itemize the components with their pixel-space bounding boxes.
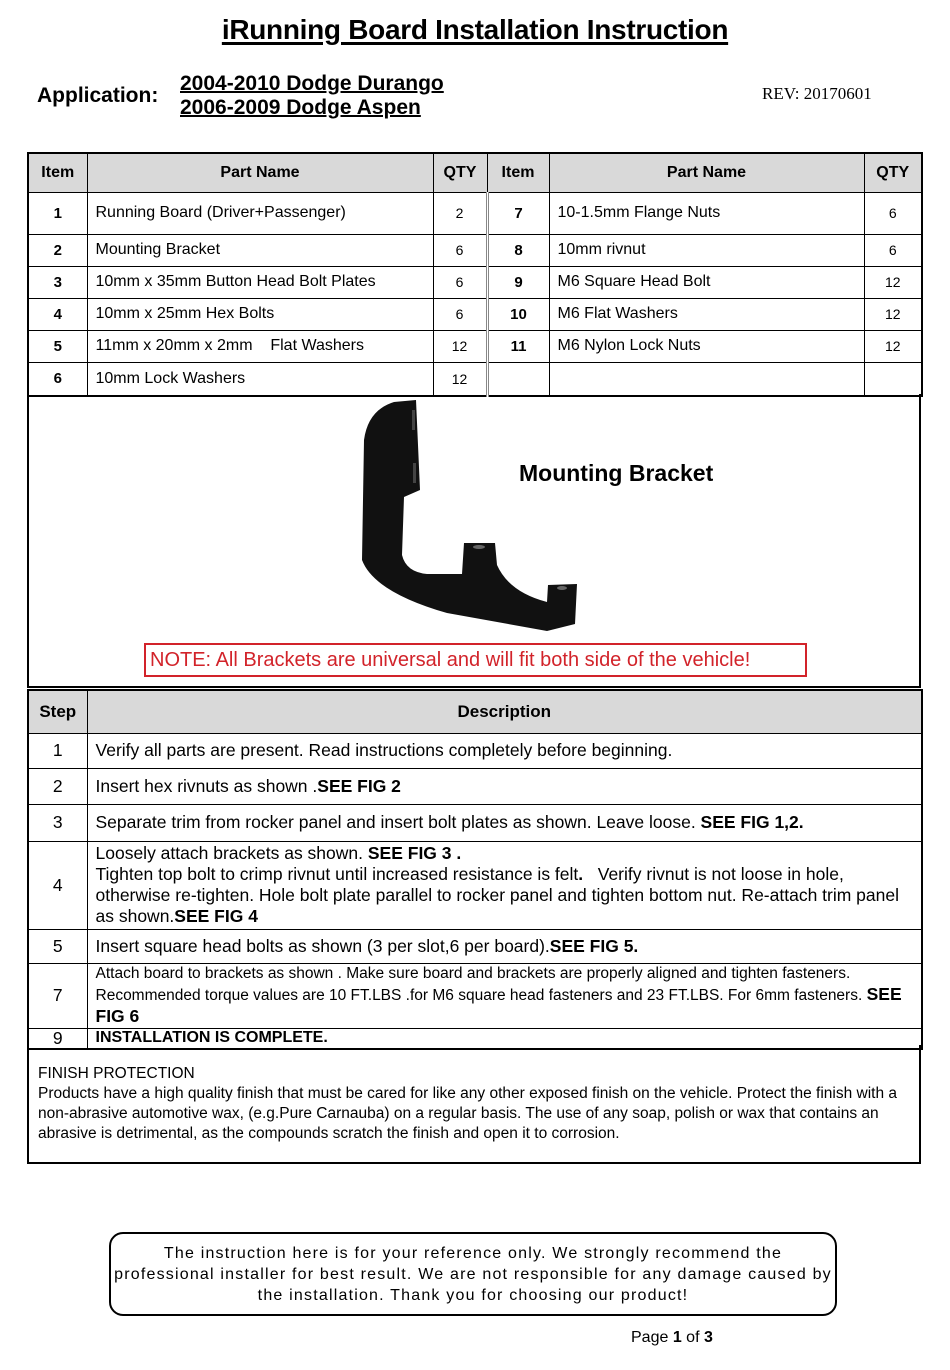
vehicle-2: 2006-2009 Dodge Aspen	[180, 96, 421, 119]
finish-protection	[27, 1045, 921, 1164]
parts-row	[28, 266, 922, 298]
part-qty: 12	[433, 362, 487, 396]
disclaimer-box: The instruction here is for your reference only. We strongly recommend the professional installer for best result. We are not responsible for any damage caused by the installation. Thank you for choosing our product!	[109, 1232, 837, 1316]
finish-text: Products have a high quality finish that must be cared for like any other exposed finish on the vehicle. Protect the finish with a non-abrasive automotive wax, (e.g.Pure Carnauba) on a regular basis. The use of any soap, polish or wax that contains an abrasive is detrimental, as the compounds scratch the finish and open it to corrosion.	[38, 1085, 898, 1142]
figure-reference: SEE FIG 5.	[549, 935, 639, 956]
part-item: 1	[28, 192, 87, 234]
figure-reference: SEE FIG 6	[95, 983, 902, 1026]
part-qty: 2	[433, 192, 487, 234]
step-text-period: .	[578, 864, 584, 884]
step-text: Verify rivnut is not loose in hole, otherwise re-tighten. Hole bolt plate parallel to rocker panel and tighten bottom nut. Re-attach trim panel as shown.	[95, 864, 904, 926]
figure-reference: SEE FIG 2	[317, 775, 401, 796]
page-total: 3	[703, 1329, 713, 1346]
step-number: 9	[28, 1028, 87, 1049]
part-name: 11mm x 20mm x 2mm Flat Washers	[87, 330, 433, 362]
part-name: Running Board (Driver+Passenger)	[87, 192, 433, 234]
part-qty: 12	[864, 330, 922, 362]
revision: REV: 20170601	[762, 84, 872, 103]
figure-reference: SEE FIG 3 .	[367, 843, 462, 863]
step-text: Separate trim from rocker panel and insert bolt plates as shown. Leave loose.	[95, 812, 701, 832]
part-name: 10mm x 25mm Hex Bolts	[87, 298, 433, 330]
title-text: iRunning Board Installation Instruction	[221, 14, 729, 45]
figure-reference: SEE FIG 1,2.	[700, 812, 804, 832]
step-row	[28, 841, 922, 929]
bracket-label: Mounting Bracket	[519, 460, 714, 486]
header-step: Step	[28, 690, 87, 733]
parts-table	[27, 152, 923, 397]
step-number: 4	[28, 841, 87, 929]
part-item: 9	[487, 266, 549, 298]
page-number	[631, 1329, 713, 1347]
steps-header-row	[28, 690, 922, 733]
part-item: 4	[28, 298, 87, 330]
part-item: 5	[28, 330, 87, 362]
header-qty: QTY	[433, 153, 487, 192]
part-qty: 12	[864, 298, 922, 330]
part-item: 11	[487, 330, 549, 362]
vehicle-1: 2004-2010 Dodge Durango	[180, 72, 444, 95]
step-number: 5	[28, 929, 87, 963]
part-qty: 6	[864, 234, 922, 266]
part-name: M6 Square Head Bolt	[549, 266, 864, 298]
step-number: 2	[28, 768, 87, 804]
part-name	[549, 362, 864, 396]
part-item: 10	[487, 298, 549, 330]
part-item: 3	[28, 266, 87, 298]
step-row	[28, 768, 922, 804]
step-text: Insert hex rivnuts as shown .	[95, 775, 318, 796]
part-item: 2	[28, 234, 87, 266]
header-item: Item	[28, 153, 87, 192]
part-name: Mounting Bracket	[87, 234, 433, 266]
step-number: 3	[28, 804, 87, 841]
page-current: 1	[672, 1329, 682, 1346]
part-name: 10-1.5mm Flange Nuts	[549, 192, 864, 234]
part-qty: 12	[864, 266, 922, 298]
part-name: 10mm Lock Washers	[87, 362, 433, 396]
header-description: Description	[87, 690, 922, 733]
header-qty: QTY	[864, 153, 922, 192]
finish-heading: FINISH PROTECTION	[38, 1065, 195, 1082]
part-name: M6 Flat Washers	[549, 298, 864, 330]
header-item: Item	[487, 153, 549, 192]
step-text: INSTALLATION IS COMPLETE.	[95, 1029, 328, 1047]
part-item: 8	[487, 234, 549, 266]
page-title	[0, 14, 950, 46]
part-name: 10mm x 35mm Button Head Bolt Plates	[87, 266, 433, 298]
parts-row	[28, 298, 922, 330]
step-text: Verify all parts are present. Read instructions completely before beginning.	[95, 740, 673, 760]
part-qty	[864, 362, 922, 396]
parts-row	[28, 192, 922, 234]
part-item: 6	[28, 362, 87, 396]
parts-row	[28, 362, 922, 396]
step-row	[28, 963, 922, 1028]
part-item	[487, 362, 549, 396]
step-text: Insert square head bolts as shown (3 per slot,6 per board).	[95, 935, 550, 956]
header-part-name: Part Name	[549, 153, 864, 192]
parts-row	[28, 234, 922, 266]
part-name: 10mm rivnut	[549, 234, 864, 266]
application-label: Application:	[37, 84, 159, 107]
part-qty: 6	[433, 298, 487, 330]
page-of: of	[681, 1329, 704, 1346]
steps-table	[27, 689, 923, 1050]
page-prefix: Page	[631, 1329, 673, 1346]
part-qty: 6	[433, 266, 487, 298]
part-qty: 6	[433, 234, 487, 266]
figure-reference: SEE FIG 4	[174, 906, 258, 926]
part-item: 7	[487, 192, 549, 234]
part-name: M6 Nylon Lock Nuts	[549, 330, 864, 362]
step-text: Loosely attach brackets as shown.	[95, 843, 368, 863]
step-number: 7	[28, 963, 87, 1028]
step-number: 1	[28, 733, 87, 768]
parts-header-row	[28, 153, 922, 192]
parts-row	[28, 330, 922, 362]
step-row	[28, 804, 922, 841]
part-qty: 6	[864, 192, 922, 234]
step-text: Attach board to brackets as shown . Make sure board and brackets are properly aligned and tighten fasteners. Recommended torque values are 10 FT.LBS .for M6 square head fasteners and 23 FT.LBS. For 6mm fasteners.	[95, 964, 867, 1004]
header-part-name: Part Name	[87, 153, 433, 192]
bracket-note: NOTE: All Brackets are universal and will fit both side of the vehicle!	[144, 643, 807, 677]
step-row	[28, 733, 922, 768]
step-row	[28, 929, 922, 963]
step-text: Tighten top bolt to crimp rivnut until increased resistance is felt	[95, 864, 579, 884]
part-qty: 12	[433, 330, 487, 362]
